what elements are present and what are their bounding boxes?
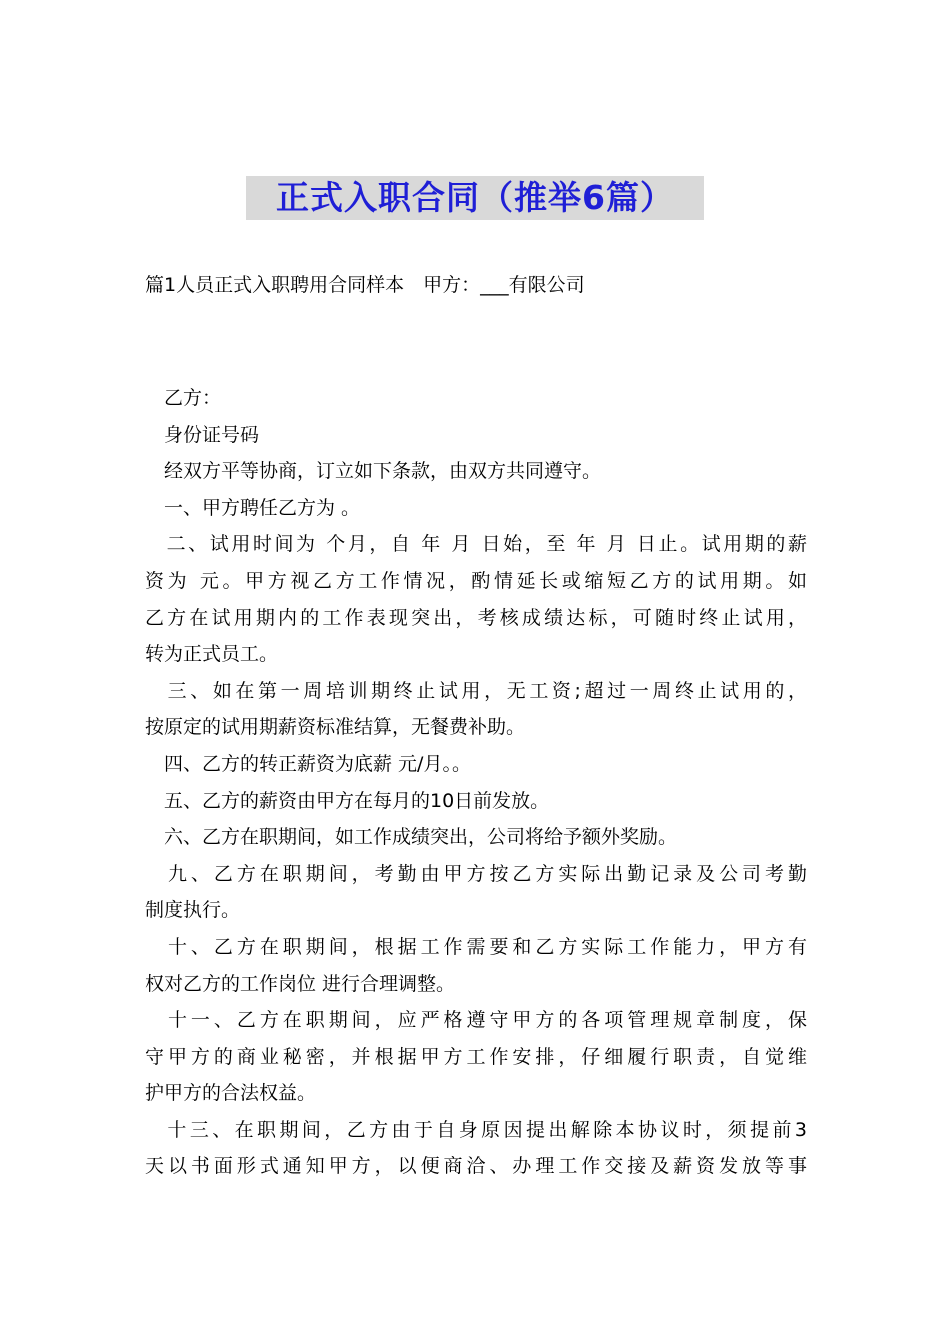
body-line: 身份证号码	[145, 423, 260, 446]
body-line: 乙方在试用期内的工作表现突出，考核成绩达标，可随时终止试用，	[145, 606, 807, 629]
body-line: 五、乙方的薪资由甲方在每月的10日前发放。	[145, 789, 550, 812]
body-line: 十三、在职期间，乙方由于自身原因提出解除本协议时，须提前3	[145, 1118, 807, 1141]
body-line: 二、试用时间为 个月，自 年 月 日始，至 年 月 日止。试用期的薪	[145, 533, 807, 556]
body-line: 制度执行。	[145, 899, 241, 922]
body-line: 乙方：	[145, 387, 222, 409]
body-line: 天以书面形式通知甲方，以便商洽、办理工作交接及薪资发放等事	[145, 1155, 807, 1178]
body-line: 一、甲方聘任乙方为 。	[145, 496, 361, 519]
body-line: 按原定的试用期薪资标准结算，无餐费补助。	[145, 716, 526, 739]
body-line: 十一、乙方在职期间，应严格遵守甲方的各项管理规章制度，保	[145, 1009, 807, 1032]
document-title: 正式入职合同（推举6篇）	[276, 178, 674, 217]
body-line: 三、如在第一周培训期终止试用，无工资;超过一周终止试用的，	[145, 679, 807, 702]
body-line: 护甲方的合法权益。	[145, 1082, 317, 1105]
body-line: 九、乙方在职期间，考勤由甲方按乙方实际出勤记录及公司考勤	[145, 862, 807, 885]
body-line: 转为正式员工。	[145, 643, 279, 666]
contract-body	[145, 380, 807, 1185]
section-heading: 篇1人员正式入职聘用合同样本 甲方：___有限公司	[145, 274, 585, 296]
body-line: 十、乙方在职期间，根据工作需要和乙方实际工作能力，甲方有	[145, 935, 807, 958]
body-line: 权对乙方的工作岗位 进行合理调整。	[145, 972, 456, 995]
body-line: 守甲方的商业秘密，并根据甲方工作安排，仔细履行职责，自觉维	[145, 1045, 807, 1068]
title-highlight	[246, 176, 704, 220]
body-line: 六、乙方在职期间，如工作成绩突出，公司将给予额外奖励。	[145, 826, 678, 849]
body-line: 资为 元。甲方视乙方工作情况，酌情延长或缩短乙方的试用期。如	[145, 569, 807, 592]
body-line: 四、乙方的转正薪资为底薪 元/月。。	[145, 752, 471, 775]
body-line: 经双方平等协商，订立如下条款，由双方共同遵守。	[145, 460, 602, 483]
